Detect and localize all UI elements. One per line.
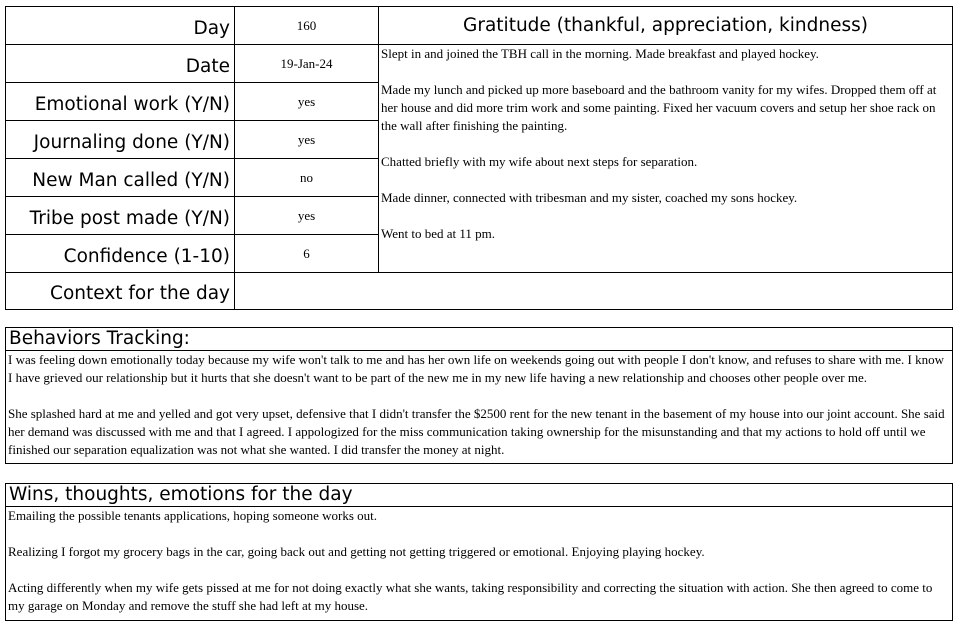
behaviors-paragraph: She splashed hard at me and yelled and got very upset, defensive that I didn't transfer the $2500 rent for the new tenant in the basement of my house into our joint account. She said her demand was discussed with me and that I agreed. I appologized for the miss communication taking ownership for the misunstanding and that my actions to hold off until we finished our separation equalization was not what she wanted. I did transfer the money at night. xyxy=(8,406,945,457)
day-label: Day xyxy=(5,6,235,45)
emotional-work-value[interactable]: yes xyxy=(234,82,379,121)
date-value[interactable]: 19-Jan-24 xyxy=(234,44,379,83)
context-value[interactable] xyxy=(234,272,953,310)
wins-section xyxy=(5,483,953,621)
wins-text[interactable] xyxy=(6,507,952,615)
tribe-post-label: Tribe post made (Y/N) xyxy=(5,196,235,235)
behaviors-section xyxy=(5,327,953,464)
gratitude-header: Gratitude (thankful, appreciation, kindness) xyxy=(378,6,953,45)
gratitude-paragraph: Chatted briefly with my wife about next steps for separation. xyxy=(381,154,698,169)
gratitude-text[interactable] xyxy=(378,44,953,273)
new-man-called-label: New Man called (Y/N) xyxy=(5,158,235,197)
wins-paragraph: Emailing the possible tenants applications, hoping someone works out. xyxy=(8,508,378,523)
wins-header: Wins, thoughts, emotions for the day xyxy=(6,484,952,507)
gratitude-paragraph: Slept in and joined the TBH call in the morning. Made breakfast and played hockey. xyxy=(381,46,819,61)
wins-paragraph: Realizing I forgot my grocery bags in the car, going back out and getting not getting triggered or emotional. Enjoying playing hockey. xyxy=(8,544,705,559)
confidence-value[interactable]: 6 xyxy=(234,234,379,273)
behaviors-header: Behaviors Tracking: xyxy=(6,328,952,351)
day-value[interactable]: 160 xyxy=(234,6,379,45)
confidence-label: Confidence (1-10) xyxy=(5,234,235,273)
tribe-post-value[interactable]: yes xyxy=(234,196,379,235)
date-label: Date xyxy=(5,44,235,83)
behaviors-paragraph: I was feeling down emotionally today because my wife won't talk to me and has her own life on weekends going out with people I don't know, and refuses to share with me. I know I have grieved our relationship but it hurts that she doesn't want to be part of the new me in my new life having a new relationship and chooses other people over me. xyxy=(8,352,945,385)
gratitude-paragraph: Went to bed at 11 pm. xyxy=(381,226,496,241)
behaviors-text[interactable] xyxy=(6,351,952,459)
journaling-label: Journaling done (Y/N) xyxy=(5,120,235,159)
gratitude-paragraph: Made dinner, connected with tribesman and my sister, coached my sons hockey. xyxy=(381,190,798,205)
wins-paragraph: Acting differently when my wife gets pissed at me for not doing exactly what she wants, taking responsibility and correcting the situation with action. She then agreed to come to my garage on Monday and remove the stuff she had left at my house. xyxy=(8,580,933,613)
emotional-work-label: Emotional work (Y/N) xyxy=(5,82,235,121)
context-label: Context for the day xyxy=(5,272,235,310)
new-man-called-value[interactable]: no xyxy=(234,158,379,197)
journaling-value[interactable]: yes xyxy=(234,120,379,159)
gratitude-paragraph: Made my lunch and picked up more baseboard and the bathroom vanity for my wifes. Dropped them off at her house and did more trim work and some painting. Fixed her vacuum covers and setup her shoe rack on the wall after finishing the painting. xyxy=(381,82,937,133)
